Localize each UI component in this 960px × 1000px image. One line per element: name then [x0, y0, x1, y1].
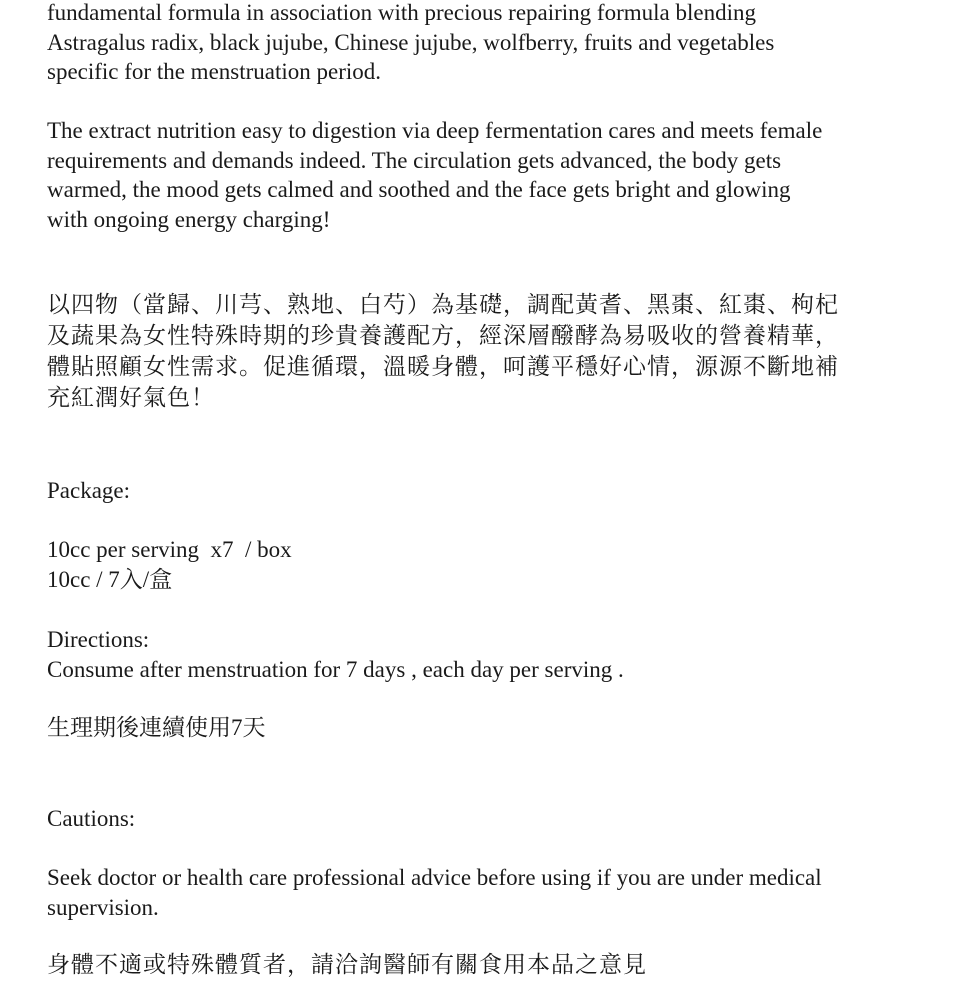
chinese-line: 以四物（當歸、川芎、熟地、白芍）為基礎，調配黃耆、黑棗、紅棗、枸杞	[47, 292, 839, 318]
intro-line: specific for the menstruation period.	[47, 59, 382, 84]
package-section	[47, 476, 130, 506]
directions-line-en: Consume after menstruation for 7 days , each day per serving .	[47, 656, 624, 682]
directions-section	[47, 625, 624, 684]
cautions-section	[47, 804, 135, 834]
chinese-intro-paragraph	[47, 290, 839, 414]
intro-paragraph-2	[47, 116, 822, 234]
intro-line: The extract nutrition easy to digestion via deep fermentation cares and meets female	[47, 118, 823, 143]
chinese-line: 充紅潤好氣色！	[47, 385, 215, 411]
cautions-line-en: Seek doctor or health care professional advice before using if you are under medical	[47, 865, 822, 890]
intro-line: fundamental formula in association with precious repairing formula blending	[47, 0, 756, 25]
intro-line: with ongoing energy charging!	[47, 206, 331, 232]
intro-line: Astragalus radix, black jujube, Chinese jujube, wolfberry, fruits and vegetables	[47, 29, 775, 55]
package-line-zh: 10cc / 7入/盒	[47, 566, 173, 592]
intro-line: requirements and demands indeed. The circulation gets advanced, the body gets	[47, 147, 782, 173]
directions-heading: Directions:	[47, 627, 150, 652]
cautions-heading: Cautions:	[47, 806, 136, 831]
cautions-details	[47, 863, 822, 922]
directions-zh	[47, 713, 266, 743]
intro-line: warmed, the mood gets calmed and soothed and the face gets bright and glowing	[47, 177, 791, 202]
chinese-line: 體貼照顧女性需求。促進循環，溫暖身體，呵護平穩好心情，源源不斷地補	[47, 354, 839, 380]
cautions-line-en: supervision.	[47, 894, 159, 920]
cautions-line-zh: 身體不適或特殊體質者，請洽詢醫師有關食用本品之意見	[47, 952, 647, 978]
package-line-en: 10cc per serving x7 / box	[47, 537, 292, 562]
chinese-line: 及蔬果為女性特殊時期的珍貴養護配方，經深層醱酵為易吸收的營養精華，	[47, 323, 839, 349]
directions-line-zh: 生理期後連續使用7天	[47, 715, 266, 740]
package-details	[47, 535, 292, 594]
cautions-zh	[47, 950, 647, 981]
package-heading: Package:	[47, 478, 131, 503]
intro-paragraph-1	[47, 0, 774, 87]
